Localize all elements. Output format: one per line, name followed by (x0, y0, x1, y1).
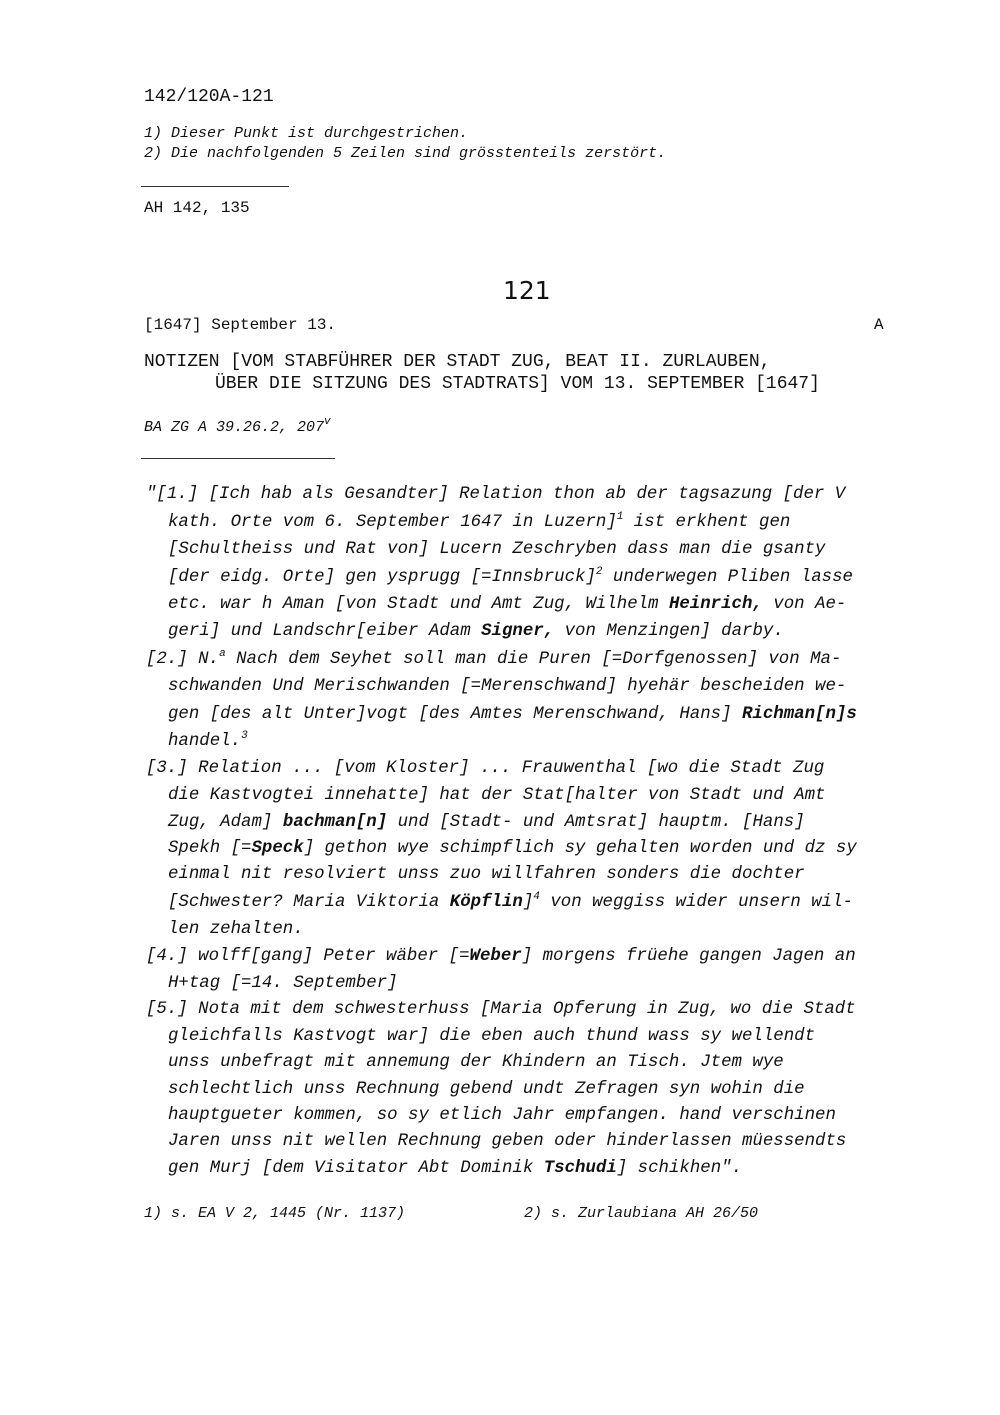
entry-title-line-1: NOTIZEN [VOM STABFÜHRER DER STADT ZUG, BEAT II. ZURLAUBEN, (144, 352, 771, 372)
person-name: Signer, (481, 622, 555, 641)
person-name: Speck (251, 839, 304, 858)
person-name: Heinrich, (668, 595, 763, 614)
text-line: [4.] wolff[gang] Peter wäber [=Weber] morgens früehe gangen Jagen an (146, 947, 856, 966)
previous-footnote-1: 1) Dieser Punkt ist durchgestrichen. (144, 125, 469, 142)
text-line: kath. Orte vom 6. September 1647 in Luzern]$^1$ ist erkhent gen (168, 511, 791, 532)
text-line: gen [des alt Unter]vogt [des Amtes Merenschwand, Hans] Richman[n]s (168, 705, 857, 724)
text-line: "[1.] [Ich hab als Gesandter] Relation thon ab der tagsazung [der V (146, 485, 846, 504)
previous-footnote-2: 2) Die nachfolgenden 5 Zeilen sind grösstenteils zerstört. (144, 145, 667, 162)
text-line: Spekh [=Speck] gethon wye schimpflich sy gehalten worden und dz sy (168, 839, 857, 858)
footnote-2: 2) s. Zurlaubiana AH 26/50 (524, 1205, 759, 1222)
text-line: Zug, Adam] bachman[n] und [Stadt- und Amtsrat] hauptm. [Hans] (168, 813, 805, 832)
text-line: die Kastvogtei innehatte] hat der Stat[halter von Stadt und Amt (168, 786, 826, 805)
person-name: Tschudi (543, 1159, 617, 1178)
archive-reference: BA ZG A 39.26.2, 207$^v$ (144, 416, 331, 436)
entry-number: 121 (503, 276, 551, 305)
text-line: [Schwester? Maria Viktoria Köpflin]$^4$ von weggiss wider unsern wil- (168, 891, 853, 912)
document-reference: 142/120A-121 (144, 87, 274, 107)
entry-date: [1647] September 13. (144, 316, 337, 334)
entry-title-line-2: ÜBER DIE SITZUNG DES STADTRATS] VOM 13. SEPTEMBER [1647] (215, 374, 820, 394)
person-name: Köpflin (449, 893, 523, 912)
page-source-reference: AH 142, 135 (144, 199, 250, 217)
text-line: Jaren unss nit wellen Rechnung geben oder hinderlassen müessendts (168, 1132, 847, 1151)
person-name: Richman[n]s (742, 705, 857, 724)
footnote-1: 1) s. EA V 2, 1445 (Nr. 1137) (144, 1205, 406, 1222)
heading-divider (141, 458, 335, 459)
text-line: etc. war h Aman [von Stadt und Amt Zug, Wilhelm Heinrich, von Ae- (168, 595, 847, 614)
text-line: gen Murj [dem Visitator Abt Dominik Tschudi] schikhen". (168, 1159, 742, 1178)
text-line: schlechtlich unss Rechnung gebend undt Zefragen syn wohin die (168, 1080, 805, 1099)
text-line: unss unbefragt mit annemung der Khindern an Tisch. Jtem wye (168, 1053, 784, 1072)
text-line: [der eidg. Orte] gen ysprugg [=Innsbruck]$^2$ underwegen Pliben lasse (168, 566, 853, 587)
text-line: gleichfalls Kastvogt war] die eben auch thund wass sy wellendt (168, 1027, 816, 1046)
person-name: Weber (469, 947, 522, 966)
text-line: [3.] Relation ... [vom Kloster] ... Frauwenthal [wo die Stadt Zug (146, 759, 825, 778)
text-line: [Schultheiss und Rat von] Lucern Zeschryben dass man die gsanty (168, 540, 826, 559)
footnote-divider (141, 186, 289, 187)
text-line: geri] und Landschr[eiber Adam Signer, von Menzingen] darby. (168, 622, 784, 641)
text-line: hauptgueter kommen, so sy etlich Jahr empfangen. hand verschinen (168, 1106, 836, 1125)
person-name: bachman[n] (282, 813, 388, 832)
text-line: [2.] N.$^a$ Nach dem Seyhet soll man die Puren [=Dorfgenossen] von Ma- (146, 648, 842, 669)
entry-letter: A (874, 316, 884, 334)
text-line: einmal nit resolviert unss zuo willfahren sonders die dochter (168, 865, 805, 884)
text-line: [5.] Nota mit dem schwesterhuss [Maria Opferung in Zug, wo die Stadt (146, 1000, 856, 1019)
text-line: schwanden Und Merischwanden [=Merenschwand] hyehär bescheiden we- (168, 677, 847, 696)
text-line: handel.$^3$ (168, 730, 248, 751)
text-line: H+tag [=14. September] (168, 974, 398, 993)
text-line: len zehalten. (168, 920, 304, 939)
